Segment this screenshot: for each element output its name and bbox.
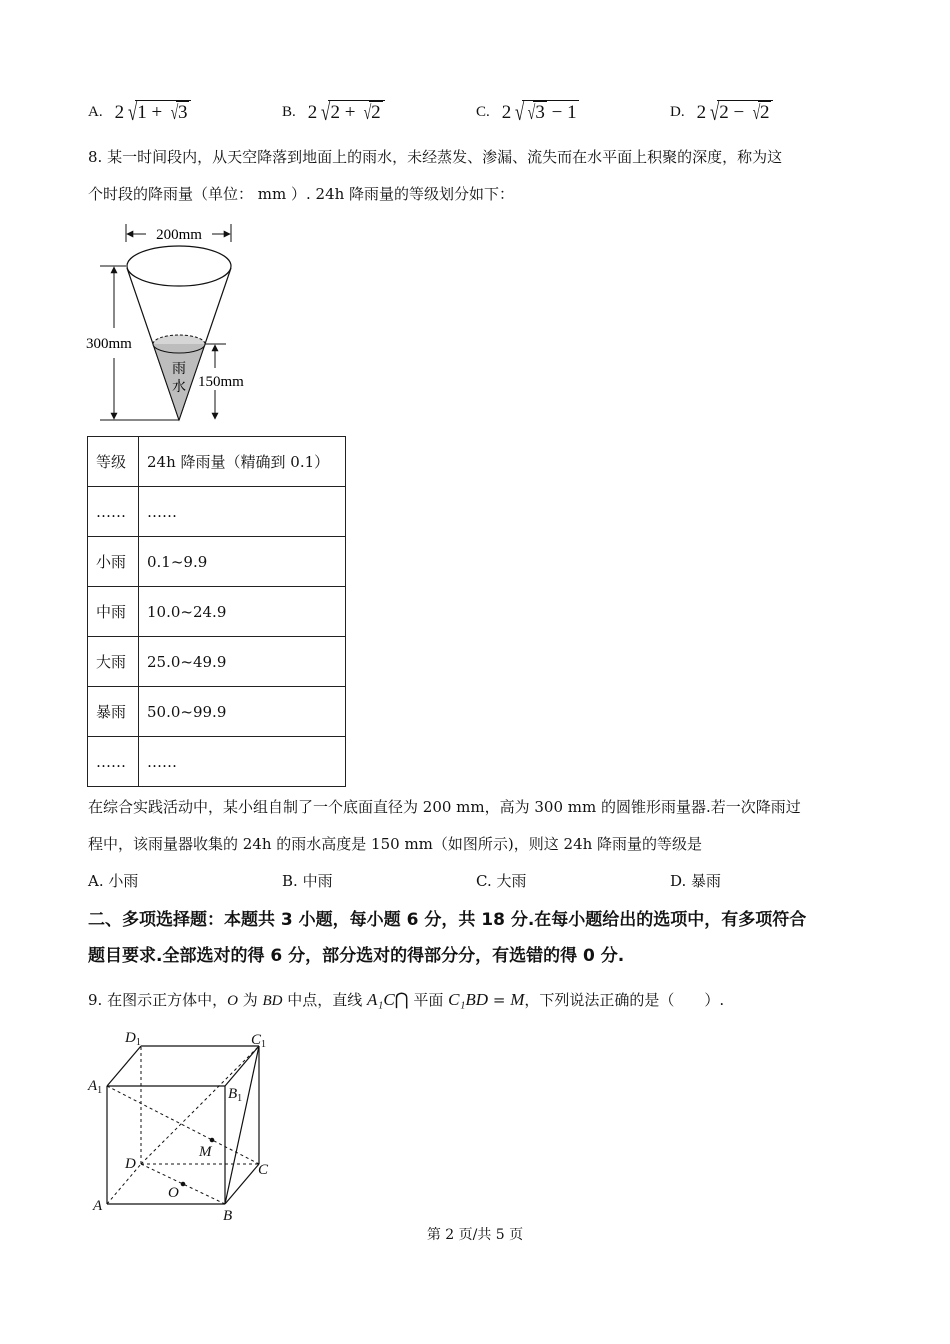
edge-b-c [225, 1164, 259, 1204]
q9-text: 中点，直线 [282, 991, 368, 1009]
label-a1: $A_1$ [88, 1078, 103, 1096]
radicand-b: 2 [759, 102, 770, 123]
label-b: B [223, 1208, 233, 1224]
table-cell: 0.1~9.9 [139, 537, 346, 587]
table-row [88, 537, 346, 587]
q9-text: 为 [237, 991, 263, 1009]
table-cell: 25.0~49.9 [139, 637, 346, 687]
table-cell: …… [88, 487, 139, 537]
table-cell: 小雨 [88, 537, 139, 587]
radical-expression: 2 √ 2 − √ 2 [697, 100, 774, 124]
rainfall-grade-table [87, 436, 346, 787]
coefficient: 2 [696, 102, 707, 123]
point-m [210, 1138, 215, 1143]
intersection-symbol: ⋂ [394, 990, 409, 1010]
option-label: C. [476, 872, 492, 890]
radicand-b: 1 [567, 101, 577, 123]
q7-option-d [670, 100, 773, 124]
operator: + [344, 101, 356, 123]
option-label: C. [476, 103, 490, 120]
var-m: M [510, 990, 525, 1009]
option-label: D. [670, 872, 687, 890]
table-header-cell: 24h 降雨量（精确到 0.1） [139, 437, 346, 487]
table-header-row [88, 437, 346, 487]
table-header-cell: 等级 [88, 437, 139, 487]
point-o [181, 1182, 186, 1187]
q8-option-d [670, 871, 721, 891]
radicand-b: 2 [371, 102, 381, 123]
cone-top [127, 246, 231, 286]
height-label: 300mm [86, 336, 132, 352]
q7-option-b [282, 100, 385, 124]
radicand-a: 2 [330, 101, 340, 123]
table-cell: 暴雨 [88, 687, 139, 737]
radicand-a: 3 [535, 102, 545, 123]
equals-sign: = [488, 991, 511, 1009]
table-cell: 10.0~24.9 [139, 587, 346, 637]
table-cell: …… [139, 737, 346, 787]
edge-a1-d1 [107, 1046, 141, 1086]
q8-stem-line1: 8. 某一时间段内，从天空降落到地面上的雨水，未经蒸发、渗漏、流失而在水平面上积聚的深度，称为这 [88, 148, 783, 166]
label-o: O [168, 1185, 179, 1201]
operator: − [551, 101, 563, 123]
radicand-a: 2 [719, 101, 729, 123]
table-cell: 大雨 [88, 637, 139, 687]
hidden-edge-a-d [107, 1164, 141, 1204]
q8-para-line1: 在综合实践活动中，某小组自制了一个底面直径为 200 mm，高为 300 mm 的圆锥形雨量器.若一次降雨过 [88, 798, 801, 816]
coefficient: 2 [114, 102, 125, 123]
option-text: 大雨 [496, 872, 527, 890]
diameter-label: 200mm [156, 227, 202, 243]
page-footer: 第 2 页/共 5 页 [426, 1227, 524, 1243]
option-text: 暴雨 [691, 872, 722, 890]
section2-line1: 二、多项选择题：本题共 3 小题，每小题 6 分，共 18 分.在每小题给出的选项中，有多项符合 [88, 910, 807, 930]
cube-figure [82, 1026, 282, 1226]
water-height-label: 150mm [198, 374, 244, 390]
water-text-1: 雨 [172, 361, 186, 377]
table-row [88, 737, 346, 787]
section2-line2: 题目要求.全部选对的得 6 分，部分选对的得部分分，有选错的得 0 分. [88, 946, 625, 966]
q8-stem-line2: 个时段的降雨量（单位： mm ）. 24h 降雨量的等级划分如下： [88, 185, 515, 203]
label-m: M [199, 1144, 212, 1160]
table-row [88, 637, 346, 687]
table-cell: 50.0~99.9 [139, 687, 346, 737]
var-o: O [227, 993, 238, 1009]
q9-stem [88, 990, 724, 1011]
label-d: D [125, 1156, 136, 1172]
water-surface-back [153, 335, 205, 344]
table-cell: …… [139, 487, 346, 537]
q7-option-a [88, 100, 191, 124]
operator: + [151, 101, 163, 123]
q8-option-b [282, 871, 333, 891]
coefficient: 2 [307, 102, 318, 123]
table-row [88, 487, 346, 537]
var-a1c: A₁C [367, 990, 395, 1009]
option-label: A. [88, 103, 103, 120]
line-b-c1 [225, 1046, 259, 1204]
option-label: B. [282, 872, 298, 890]
table-cell: …… [88, 737, 139, 787]
var-c1bd: C₁BD [448, 990, 489, 1009]
edge-b1-c1 [225, 1046, 259, 1086]
radical-expression: 2 √ √ 3 − 1 [501, 100, 577, 126]
q9-text: 平面 [408, 991, 449, 1009]
q8-option-c [476, 871, 527, 891]
coefficient: 2 [501, 102, 512, 123]
option-text: 小雨 [108, 872, 139, 890]
radical-expression: 2 √ 2 + √ 2 [308, 100, 385, 124]
radical-expression: 2 √ 1 + √ 3 [115, 100, 192, 124]
label-d1: $D_1$ [125, 1030, 141, 1048]
var-bd: BD [262, 993, 283, 1009]
q7-option-c [476, 100, 579, 124]
q8-para-line2: 程中，该雨量器收集的 24h 的雨水高度是 150 mm（如图所示)，则这 24h 降雨量的等级是 [88, 835, 703, 853]
q9-text: 9. 在图示正方体中， [88, 991, 228, 1009]
q8-option-a [88, 871, 138, 891]
radicand-b: 3 [177, 102, 188, 123]
option-label: B. [282, 103, 296, 120]
option-label: A. [88, 872, 104, 890]
operator: − [733, 101, 745, 123]
water-text-2: 水 [172, 379, 186, 395]
table-row [88, 687, 346, 737]
rain-gauge-figure [80, 218, 280, 428]
label-c: C [258, 1162, 269, 1178]
label-c1: $C_1$ [251, 1032, 267, 1050]
label-a: A [93, 1198, 103, 1214]
table-row [88, 587, 346, 637]
radicand-a: 1 [137, 101, 147, 123]
option-text: 中雨 [302, 872, 333, 890]
table-cell: 中雨 [88, 587, 139, 637]
option-label: D. [670, 103, 685, 120]
q9-text: ，下列说法正确的是（ ）. [524, 991, 725, 1009]
label-b1: $B_1$ [228, 1086, 243, 1104]
